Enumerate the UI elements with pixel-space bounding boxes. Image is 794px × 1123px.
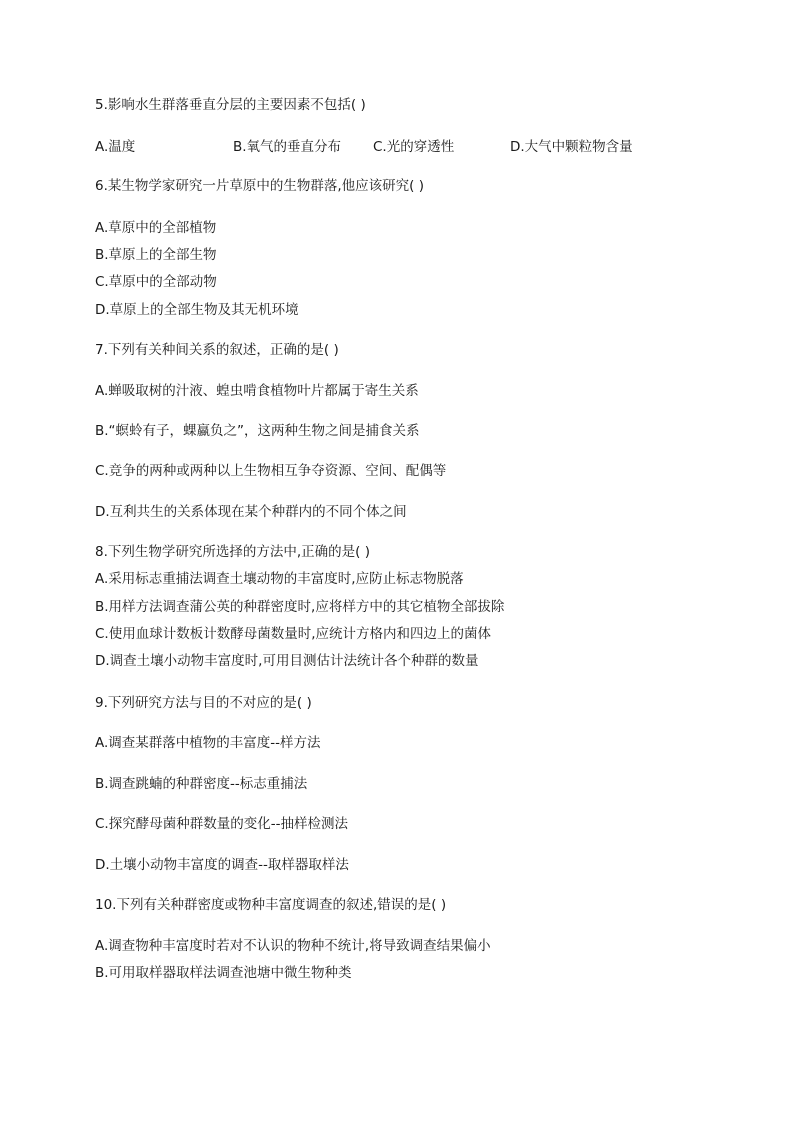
question-5-option-d: D.大气中颗粒物含量 [510,139,633,155]
question-8-option-a: A.采用标志重捕法调查土壤动物的丰富度时,应防止标志物脱落 [95,571,464,587]
question-6-option-c: C.草原中的全部动物 [95,274,217,290]
question-8-option-c: C.使用血球计数板计数酵母菌数量时,应统计方格内和四边上的菌体 [95,626,492,642]
question-6-option-b: B.草原上的全部生物 [95,247,217,263]
question-8-stem: 8.下列生物学研究所选择的方法中,正确的是( ) [95,544,370,560]
question-8-option-b: B.用样方法调查蒲公英的种群密度时,应将样方中的其它植物全部拔除 [95,599,505,615]
question-10-option-a: A.调查物种丰富度时若对不认识的物种不统计,将导致调查结果偏小 [95,938,491,954]
question-8-option-d: D.调查土壤小动物丰富度时,可用目测估计法统计各个种群的数量 [95,653,479,669]
question-5-option-c: C.光的穿透性 [373,139,455,155]
question-9-option-d: D.土壤小动物丰富度的调查--取样器取样法 [95,857,349,873]
question-7-option-a: A.蝉吸取树的汁液、蝗虫啃食植物叶片都属于寄生关系 [95,383,419,399]
question-7-option-d: D.互利共生的关系体现在某个种群内的不同个体之间 [95,504,407,520]
question-5-option-b: B.氧气的垂直分布 [233,139,342,155]
question-6-option-d: D.草原上的全部生物及其无机环境 [95,302,299,318]
question-9-option-b: B.调查跳蝻的种群密度--标志重捕法 [95,776,308,792]
question-9-option-c: C.探究酵母菌种群数量的变化--抽样检测法 [95,816,348,832]
question-9-option-a: A.调查某群落中植物的丰富度--样方法 [95,735,321,751]
question-6-stem: 6.某生物学家研究一片草原中的生物群落,他应该研究( ) [95,178,424,194]
question-9-stem: 9.下列研究方法与目的不对应的是( ) [95,695,312,711]
question-5-option-a: A.温度 [95,139,136,155]
question-10-stem: 10.下列有关种群密度或物种丰富度调查的叙述,错误的是( ) [95,897,447,913]
question-7-stem: 7.下列有关种间关系的叙述，正确的是( ) [95,342,339,358]
question-7-option-b: B.“螟蛉有子，蜾蠃负之”，这两种生物之间是捕食关系 [95,423,420,439]
question-7-option-c: C.竞争的两种或两种以上生物相互争夺资源、空间、配偶等 [95,463,447,479]
question-10-option-b: B.可用取样器取样法调查池塘中微生物种类 [95,965,352,981]
question-5-stem: 5.影响水生群落垂直分层的主要因素不包括( ) [95,97,366,113]
question-6-option-a: A.草原中的全部植物 [95,220,217,236]
